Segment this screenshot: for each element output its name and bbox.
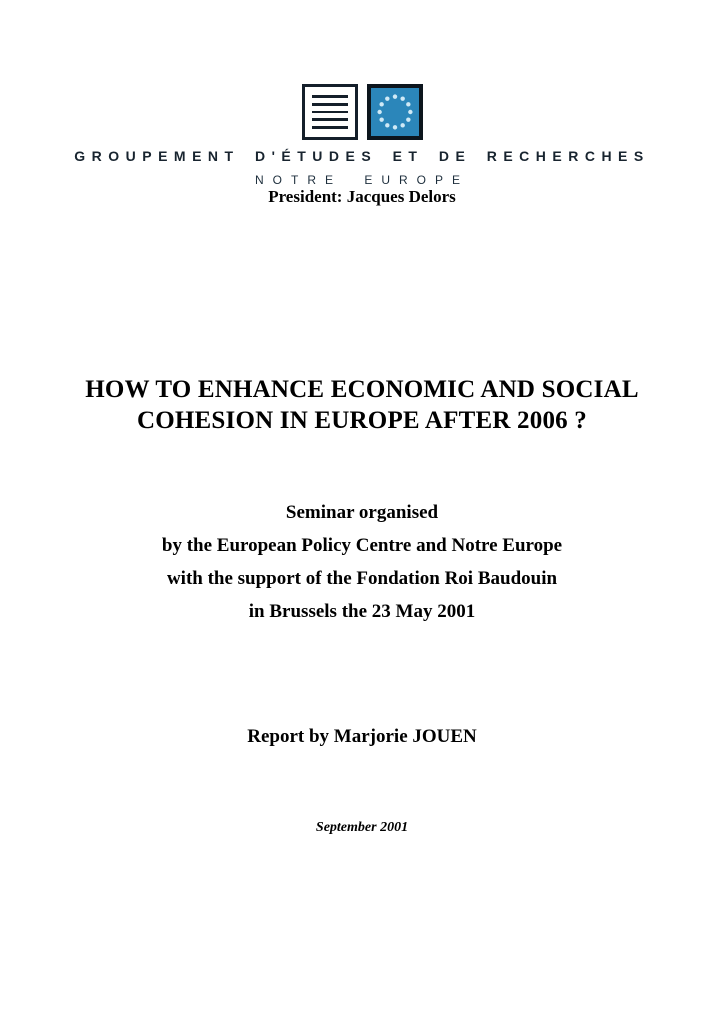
seminar-description — [0, 496, 724, 628]
page-title — [0, 374, 724, 436]
document-line — [312, 111, 348, 114]
document-line — [312, 103, 348, 106]
page-title-line-1: HOW TO ENHANCE ECONOMIC AND SOCIAL — [85, 376, 639, 403]
document-line — [312, 126, 348, 129]
seminar-line-3: with the support of the Fondation Roi Baudouin — [166, 568, 558, 589]
seminar-line-1: Seminar organised — [285, 502, 439, 523]
document-line — [312, 118, 348, 121]
organisation-name: GROUPEMENT D'ÉTUDES ET DE RECHERCHES — [74, 148, 650, 164]
notre-europe-logo — [0, 84, 724, 140]
seminar-line-2: by the European Policy Centre and Notre Europe — [161, 535, 563, 556]
publication-date: September 2001 — [315, 820, 409, 835]
report-author-line: Report by Marjorie JOUEN — [247, 726, 477, 747]
president-line: President: Jacques Delors — [268, 187, 456, 206]
organisation-subname: NOTRE EUROPE — [254, 173, 469, 187]
eu-flag-stars-icon — [367, 84, 423, 140]
page-title-line-2: COHESION IN EUROPE AFTER 2006 ? — [136, 407, 587, 434]
document-line — [312, 95, 348, 98]
document-lines-icon — [302, 84, 358, 140]
seminar-line-4: in Brussels the 23 May 2001 — [248, 601, 476, 622]
